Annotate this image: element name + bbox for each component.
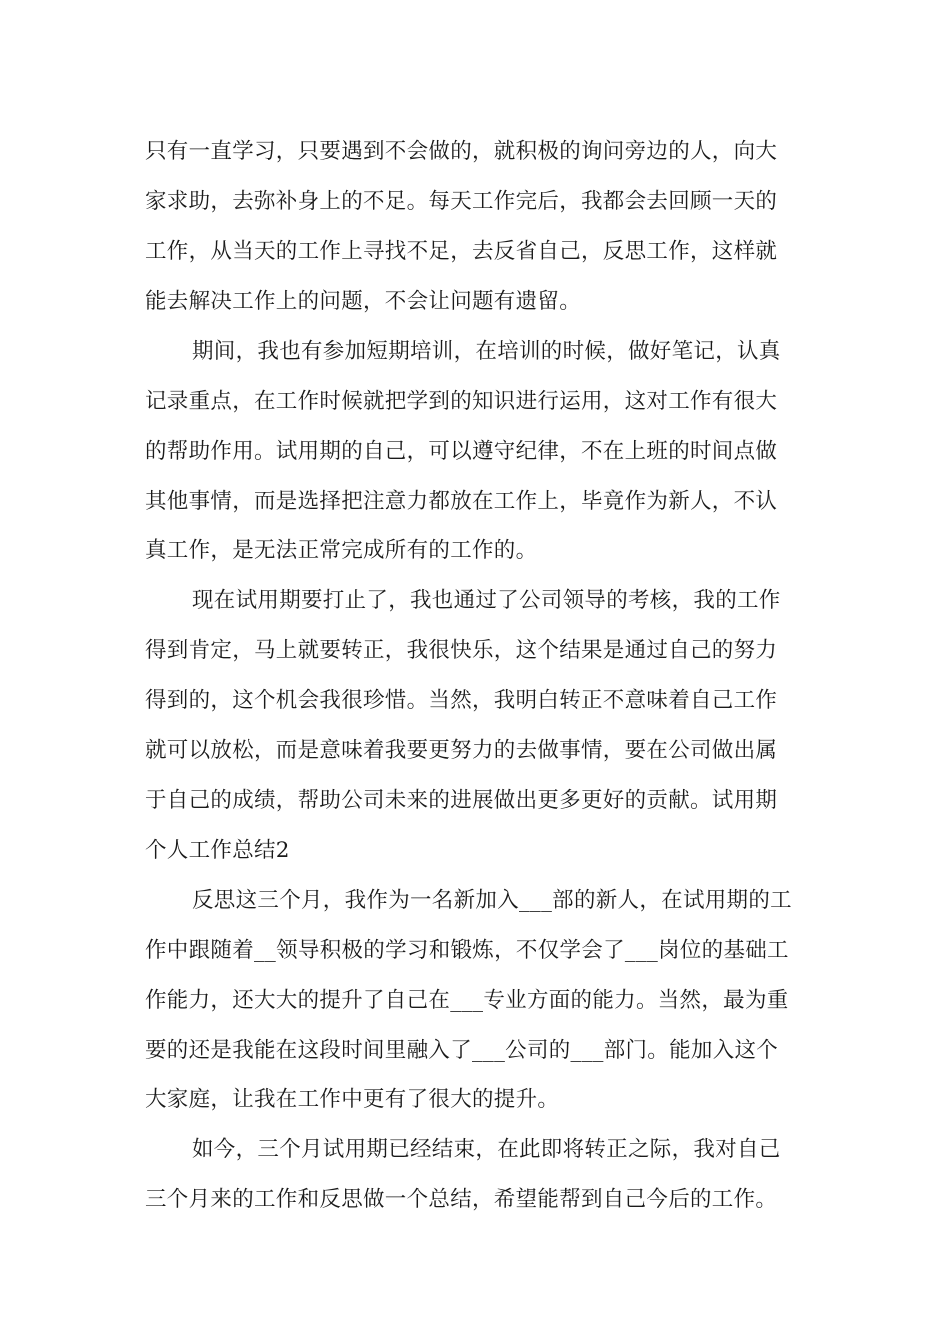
text-line: 能去解决工作上的问题，不会让问题有遗留。: [145, 289, 582, 314]
paragraph-first-line: 现在试用期要打止了，我也通过了公司领导的考核，我的工作: [192, 588, 781, 613]
text-line: 真工作，是无法正常完成所有的工作的。: [145, 538, 538, 563]
section-title-line: 个人工作总结2: [145, 838, 290, 863]
text-line: 其他事情，而是选择把注意力都放在工作上，毕竟作为新人，不认: [145, 489, 778, 514]
text-line: 作中跟随着__领导积极的学习和锻炼，不仅学会了___岗位的基础工: [145, 938, 789, 963]
text-line: 工作，从当天的工作上寻找不足，去反省自己，反思工作，这样就: [145, 239, 778, 264]
text-line: 家求助，去弥补身上的不足。每天工作完后，我都会去回顾一天的: [145, 189, 778, 214]
text-line: 要的还是我能在这段时间里融入了___公司的___部门。能加入这个: [145, 1038, 779, 1063]
text-line: 就可以放松，而是意味着我要更努力的去做事情，要在公司做出属: [145, 738, 778, 763]
text-line: 得到肯定，马上就要转正，我很快乐，这个结果是通过自己的努力: [145, 638, 778, 663]
text-line: 只有一直学习，只要遇到不会做的，就积极的询问旁边的人，向大: [145, 139, 778, 164]
text-line: 大家庭，让我在工作中更有了很大的提升。: [145, 1087, 560, 1112]
paragraph-first-line: 如今，三个月试用期已经结束，在此即将转正之际，我对自己: [192, 1137, 781, 1162]
paragraph-first-line: 反思这三个月，我作为一名新加入___部的新人，在试用期的工: [192, 888, 792, 913]
paragraph-first-line: 期间，我也有参加短期培训，在培训的时候，做好笔记，认真: [192, 339, 781, 364]
text-line: 作能力，还大大的提升了自己在___专业方面的能力。当然，最为重: [145, 988, 789, 1013]
text-line: 于自己的成绩，帮助公司未来的进展做出更多更好的贡献。试用期: [145, 788, 778, 813]
text-line: 三个月来的工作和反思做一个总结，希望能帮到自己今后的工作。: [145, 1187, 778, 1212]
text-line: 的帮助作用。试用期的自己，可以遵守纪律，不在上班的时间点做: [145, 439, 778, 464]
text-line: 得到的，这个机会我很珍惜。当然，我明白转正不意味着自己工作: [145, 688, 778, 713]
text-line: 记录重点，在工作时候就把学到的知识进行运用，这对工作有很大: [145, 389, 778, 414]
